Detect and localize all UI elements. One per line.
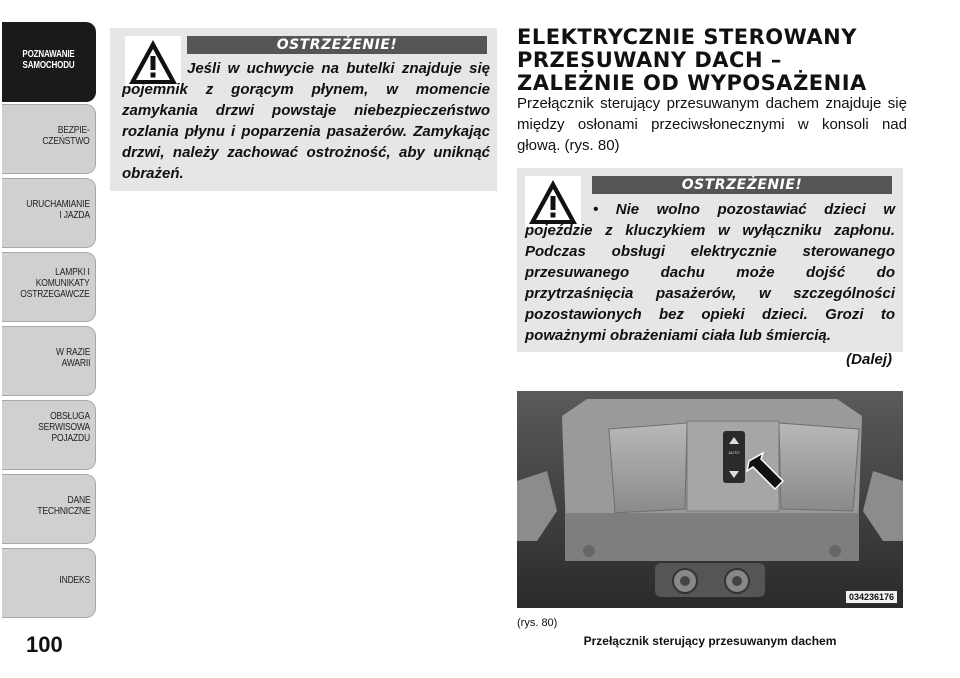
tab-label: W RAZIE AWARII bbox=[55, 347, 90, 369]
tab-bezpieczenstwo[interactable] bbox=[2, 104, 96, 174]
tab-label: LAMPKI I KOMUNIKATY OSTRZEGAWCZE bbox=[20, 267, 90, 300]
tab-indeks[interactable] bbox=[2, 548, 96, 618]
warning-text: • Nie wolno pozostawiać dzieci w pojeździe z kluczykiem w wyłączniku zapłonu. Podczas obsługi elektrycznie sterowanego przesuwanego dachu może dojść do przytrzaśnięcia pasażerów, w szczególności pozostawionych bez opieki dzieci. Grozi to poważnymi obrażeniami ciała lub śmiercią. bbox=[525, 201, 895, 344]
tab-poznawanie-samochodu[interactable] bbox=[2, 22, 96, 102]
figure-overhead-console-photo bbox=[517, 391, 903, 608]
section-heading: ELEKTRYCZNIE STEROWANY PRZESUWANY DACH – ZALEŻNIE OD WYPOSAŻENIA bbox=[517, 25, 867, 95]
section-body: Przełącznik sterujący przesuwanym dachem znajduje się między osłonami przeciwsłonecznymi w konsoli nad głową. (rys. 80) bbox=[517, 95, 907, 154]
tab-dane-techniczne[interactable] bbox=[2, 474, 96, 544]
warning-box-bottle-holder bbox=[110, 28, 497, 191]
tab-lampki-i-komunikaty[interactable] bbox=[2, 252, 96, 322]
continued-label: (Dalej) bbox=[846, 351, 892, 368]
tab-obsluga-serwisowa[interactable] bbox=[2, 400, 96, 470]
figure-caption: Przełącznik sterujący przesuwanym dachem bbox=[583, 634, 837, 648]
switch-auto-label: AUTO bbox=[728, 450, 740, 455]
warning-title: OSTRZEŻENIE! bbox=[187, 36, 487, 54]
tab-label: INDEKS bbox=[59, 575, 90, 586]
figure-reference: (rys. 80) bbox=[517, 617, 558, 629]
tab-label: POZNAWANIE SAMOCHODU bbox=[22, 49, 75, 71]
warning-box-sunroof bbox=[517, 168, 903, 352]
chapter-sidebar bbox=[0, 0, 100, 678]
warning-title: OSTRZEŻENIE! bbox=[592, 176, 892, 194]
tab-label: URUCHAMIANIE I JAZDA bbox=[26, 199, 90, 221]
tab-uruchamianie-i-jazda[interactable] bbox=[2, 178, 96, 248]
warning-text: Jeśli w uchwycie na butelki znajduje się pojemnik z gorącym płynem, w momencie zamykania drzwi powstaje niebezpieczeństwo rozlania płynu i poparzenia pasażerów. Zamykając drzwi, należy zachować ostrożność, aby uniknąć obrażeń. bbox=[122, 60, 490, 182]
tab-label: DANE TECHNICZNE bbox=[36, 495, 90, 517]
figure-code: 034236176 bbox=[846, 591, 897, 603]
page-number: 100 bbox=[26, 632, 63, 657]
tab-label: BEZPIE- CZEŃSTWO bbox=[42, 125, 90, 147]
overhead-console-illustration bbox=[517, 391, 903, 608]
tab-w-razie-awarii[interactable] bbox=[2, 326, 96, 396]
tab-label: OBSŁUGA SERWISOWA POJAZDU bbox=[38, 411, 90, 444]
